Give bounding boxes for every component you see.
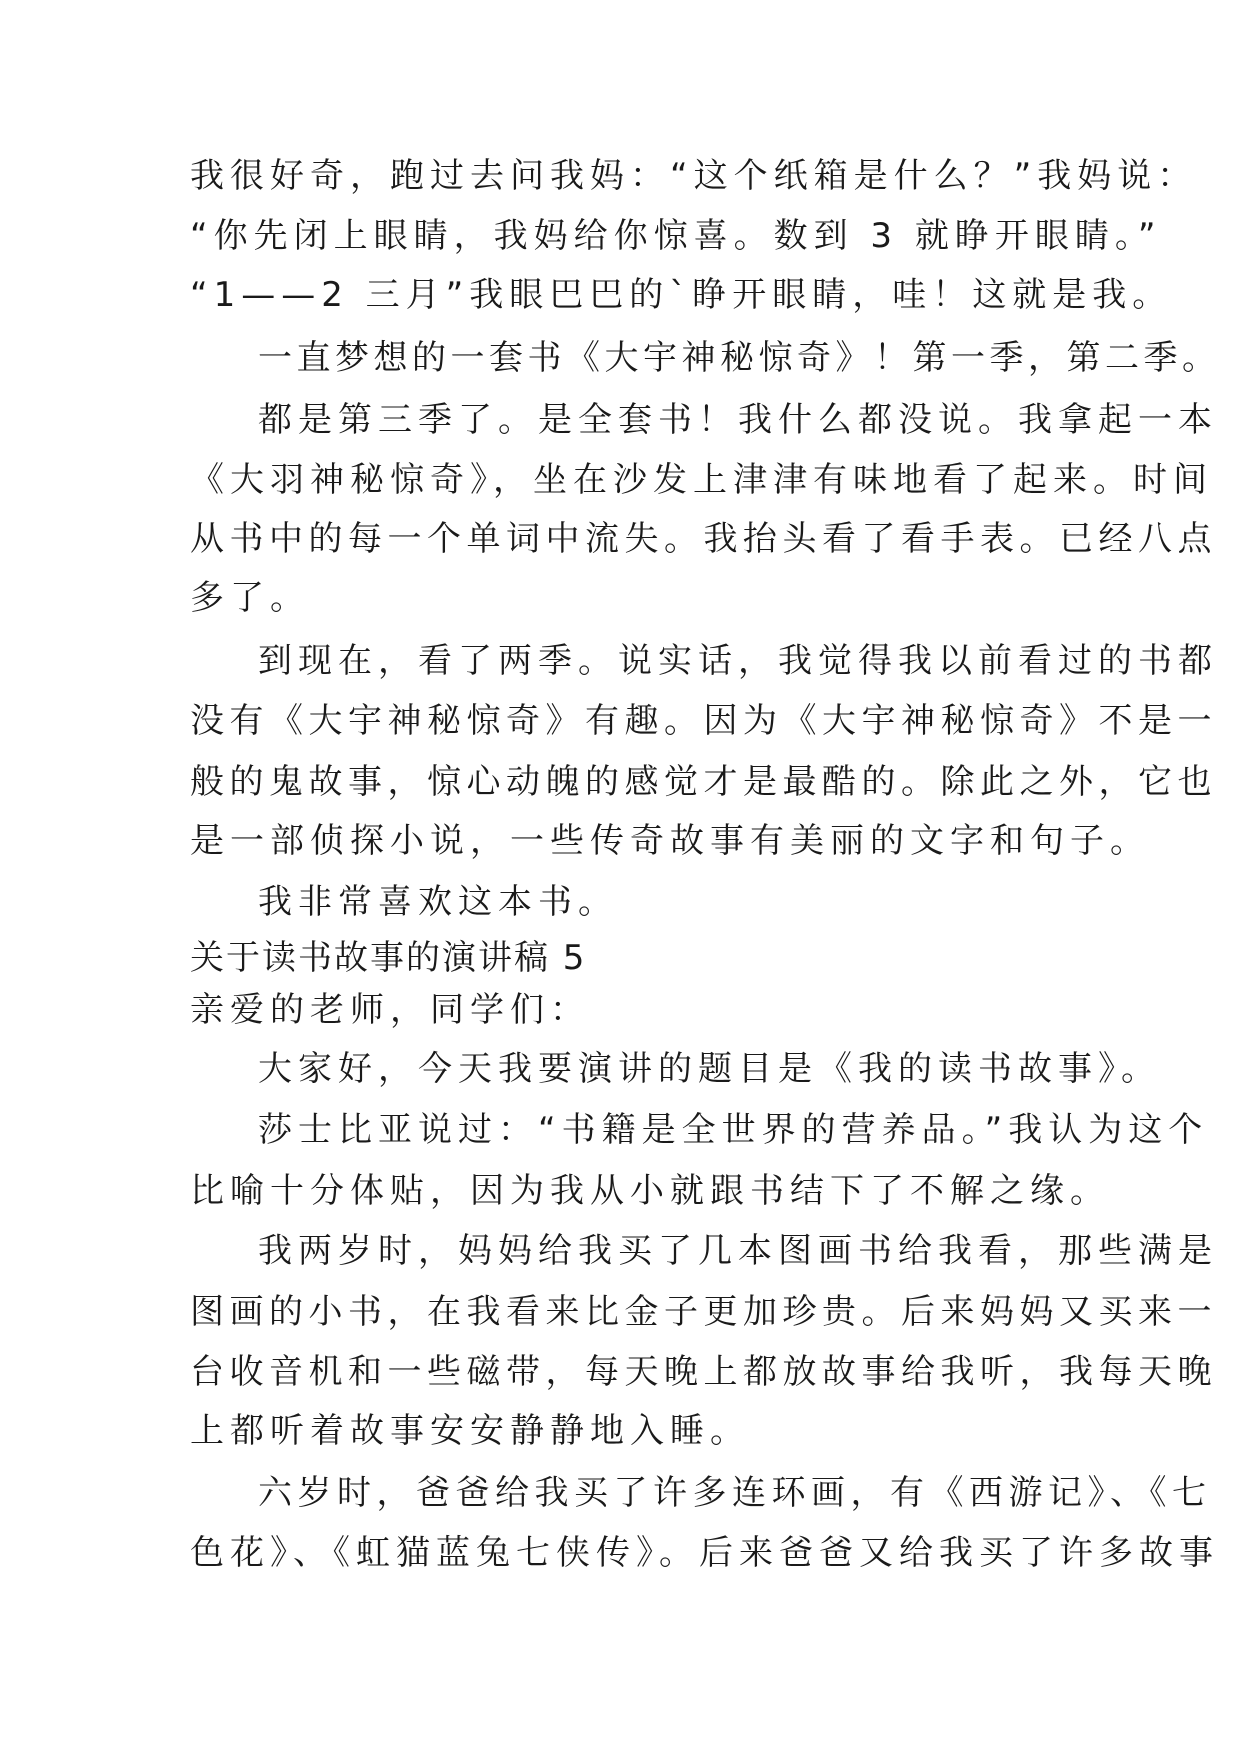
text-line: 没有《大宇神秘惊奇》有趣。因为《大宇神秘惊奇》不是一: [190, 701, 1217, 741]
text-line: 六岁时，爸爸给我买了许多连环画，有《西游记》、《七: [258, 1473, 1212, 1513]
text-line: 比喻十分体贴，因为我从小就跟书结下了不解之缘。: [190, 1171, 1110, 1211]
text-line: 我很好奇，跑过去问我妈：“这个纸箱是什么？”我妈说：: [190, 156, 1198, 196]
text-line: 是一部侦探小说，一些传奇故事有美丽的文字和句子。: [190, 821, 1150, 861]
text-line: 图画的小书，在我看来比金子更加珍贵。后来妈妈又买来一: [190, 1292, 1217, 1332]
text-line: 亲爱的老师，同学们：: [190, 990, 590, 1030]
text-line: 台收音机和一些磁带，每天晚上都放故事给我听，我每天晚: [190, 1352, 1217, 1392]
text-line: 到现在，看了两季。说实话，我觉得我以前看过的书都: [258, 641, 1218, 681]
text-line: 上都听着故事安安静静地入睡。: [190, 1411, 750, 1451]
text-line: 都是第三季了。是全套书！我什么都没说。我拿起一本: [258, 400, 1218, 440]
text-line: 多了。: [190, 578, 310, 618]
section-heading: 关于读书故事的演讲稿 5: [190, 938, 587, 978]
text-line: 莎士比亚说过：“书籍是全世界的营养品。”我认为这个: [258, 1110, 1209, 1150]
text-line: 色花》、《虹猫蓝兔七侠传》。后来爸爸又给我买了许多故事: [190, 1533, 1219, 1573]
text-line: 我非常喜欢这本书。: [258, 882, 618, 922]
text-line: “你先闭上眼睛，我妈给你惊喜。数到 3 就睁开眼睛。”: [190, 216, 1162, 256]
text-line: “1——2 三月”我眼巴巴的`睁开眼睛，哇！这就是我。: [190, 275, 1173, 315]
text-line: 大家好，今天我要演讲的题目是《我的读书故事》。: [258, 1049, 1161, 1089]
text-line: 从书中的每一个单词中流失。我抬头看了看手表。已经八点: [190, 519, 1217, 559]
text-line: 我两岁时，妈妈给我买了几本图画书给我看，那些满是: [258, 1231, 1218, 1271]
text-line: 一直梦想的一套书《大宇神秘惊奇》！第一季，第二季。: [258, 338, 1221, 378]
text-line: 般的鬼故事，惊心动魄的感觉才是最酷的。除此之外，它也: [190, 762, 1217, 802]
text-line: 《大羽神秘惊奇》，坐在沙发上津津有味地看了起来。时间: [190, 460, 1213, 500]
